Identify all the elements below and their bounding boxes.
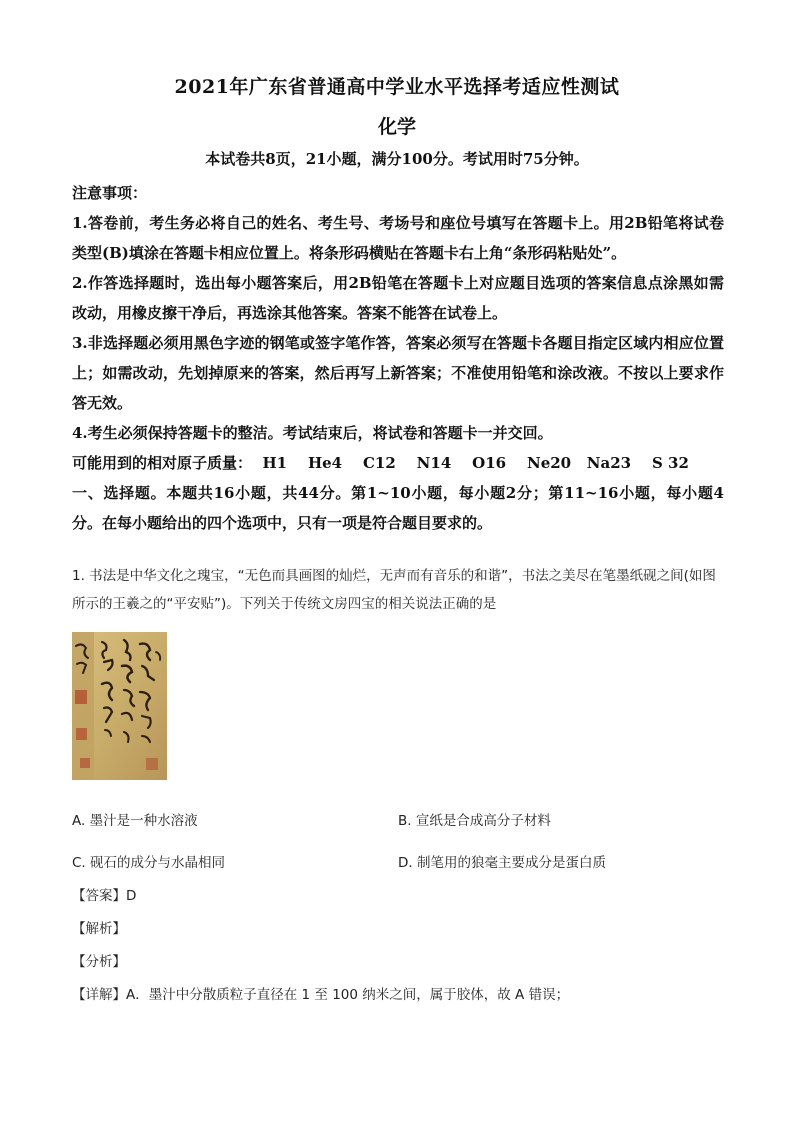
option-a: A. 墨汁是一种水溶液	[72, 813, 198, 829]
option-d: D. 制笔用的狼毫主要成分是蛋白质	[398, 855, 606, 871]
options-row	[72, 840, 724, 882]
question-1-stem-block	[72, 562, 724, 618]
exam-title: 2021年广东省普通高中学业水平选择考适应性测试	[174, 76, 620, 98]
subject-title: 化学	[377, 116, 416, 138]
notes-heading: 注意事项：	[72, 184, 148, 202]
fenxi-line: 【分析】	[72, 954, 126, 970]
note-item: 2.作答选择题时，选出每小题答案后，用2B铅笔在答题卡上对应题目选项的答案信息点涂黑如需改动，用橡皮擦干净后，再选涂其他答案。答案不能答在试卷上。	[72, 274, 724, 322]
exam-info: 本试卷共8页，21小题，满分100分。考试用时75分钟。	[205, 150, 589, 168]
answer-section	[72, 880, 724, 1012]
note-item: 4.考生必须保持答题卡的整洁。考试结束后，将试卷和答题卡一并交回。	[72, 424, 553, 442]
atomic-masses: 可能用到的相对原子质量： H1 He4 C12 N14 O16 Ne20 Na23 S 32	[72, 454, 689, 472]
analysis-line: 【解析】	[72, 921, 126, 937]
answer-line: 【答案】D	[72, 888, 137, 904]
section-intro: 一、选择题。本题共16小题，共44分。第1~10小题，每小题2分；第11~16小题，每小题4分。在每小题给出的四个选项中，只有一项是符合题目要求的。	[72, 484, 724, 532]
note-item: 3.非选择题必须用黑色字迹的钢笔或签字笔作答，答案必须写在答题卡各题目指定区域内相应位置上；如需改动，先划掉原来的答案，然后再写上新答案；不准使用铅笔和涂改液。不按以上要求作答无效。	[72, 334, 724, 412]
pingan-tie-calligraphy-icon	[72, 632, 167, 780]
detail-line: 【详解】A．墨汁中分散质粒子直径在 1 至 100 纳米之间，属于胶体，故 A 错误；	[72, 987, 570, 1003]
calligraphy-image	[72, 632, 167, 780]
options-row	[72, 798, 724, 840]
option-b: B. 宣纸是合成高分子材料	[398, 813, 551, 829]
note-item: 1.答卷前，考生务必将自己的姓名、考生号、考场号和座位号填写在答题卡上。用2B铅笔将试卷类型(B)填涂在答题卡相应位置上。将条形码横贴在答题卡右上角“条形码粘贴处”。	[72, 214, 724, 262]
option-c: C. 砚石的成分与水晶相同	[72, 855, 226, 871]
question-1-stem: 1. 书法是中华文化之瑰宝，“无色而具画图的灿烂，无声而有音乐的和谐”，书法之美尽在笔墨纸砚之间(如图所示的王羲之的“平安贴”)。下列关于传统文房四宝的相关说法正确的是	[72, 568, 716, 612]
question-1-options	[72, 798, 724, 882]
notes-section	[72, 178, 724, 538]
